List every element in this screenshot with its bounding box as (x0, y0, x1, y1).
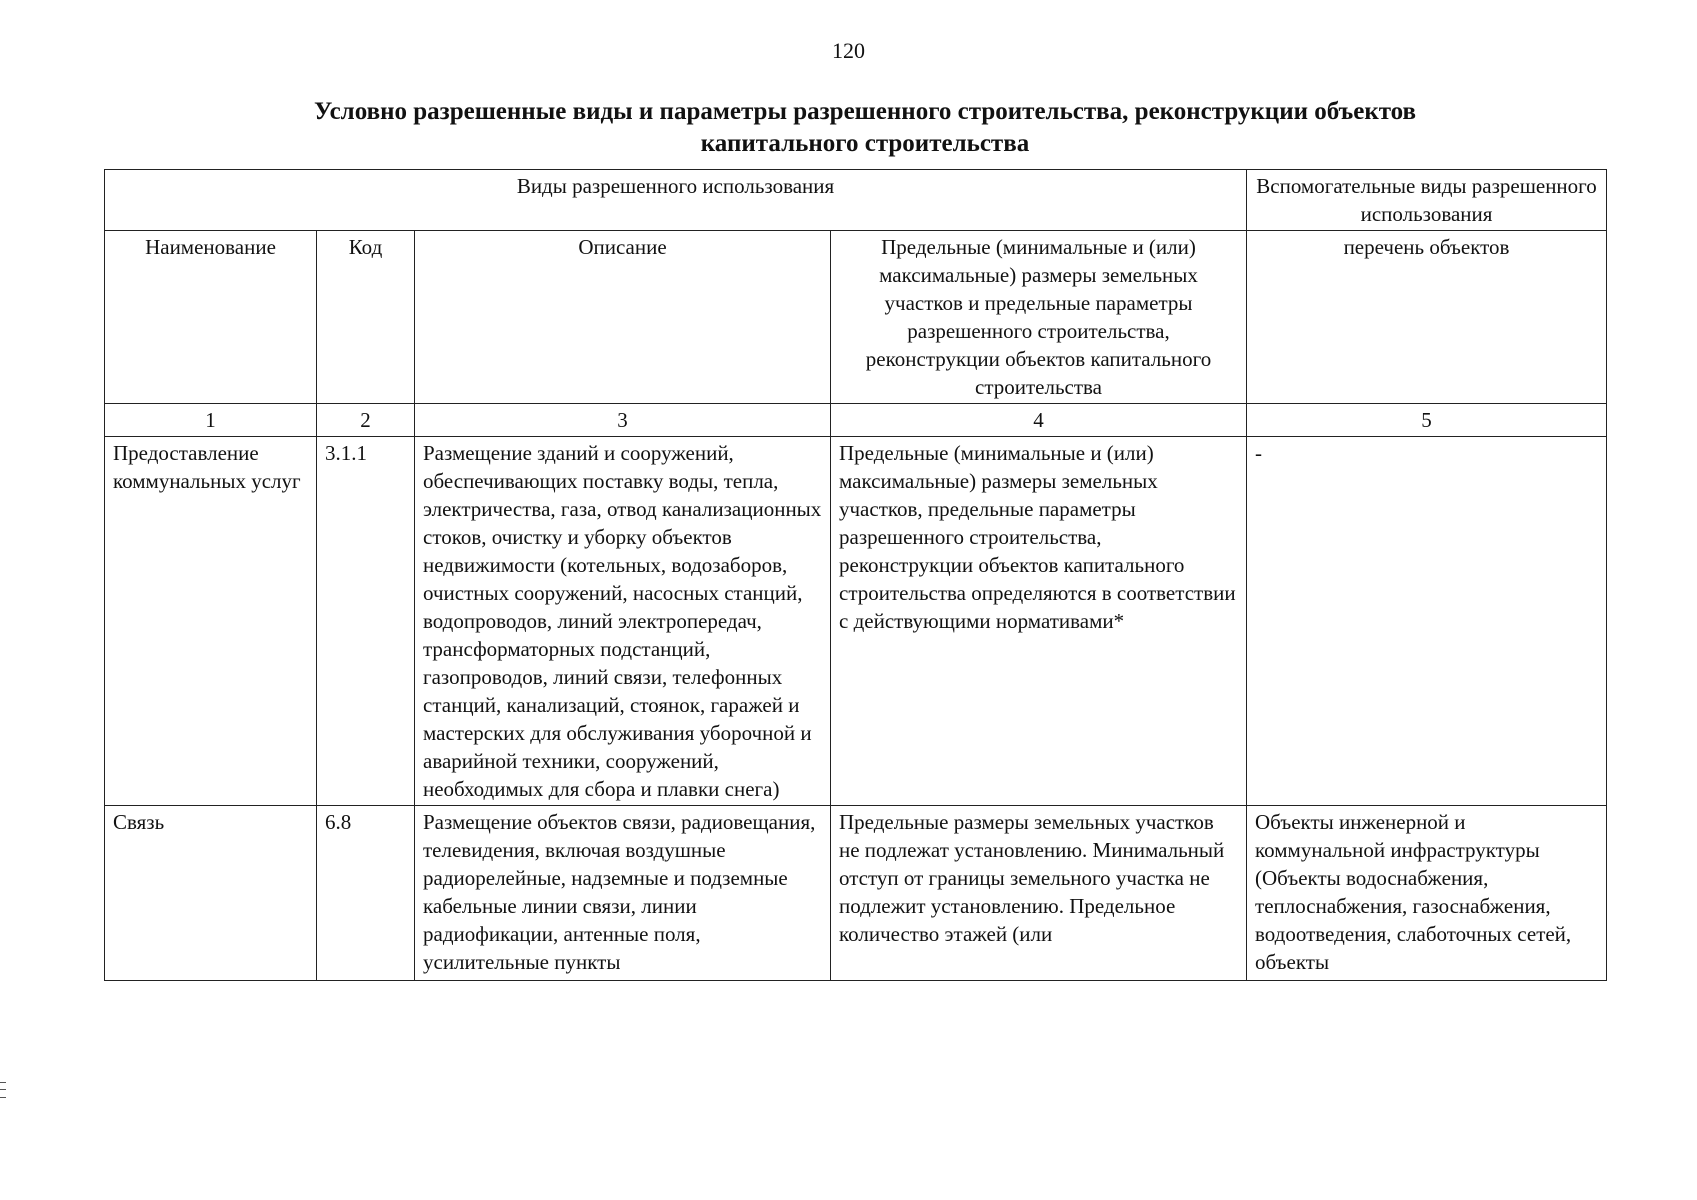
document-title (200, 96, 1530, 160)
column-number: 2 (317, 404, 415, 437)
row-description (415, 806, 831, 981)
table-row (105, 806, 1607, 981)
margin-mark (0, 1082, 6, 1098)
row-limits-text: Предельные размеры земельных участков не подлежат установлению. Минимальный отступ от границы земельного участка не подлежит установлению. Предельное количество этажей (или (839, 810, 1225, 946)
header-columns-row (105, 231, 1607, 404)
column-number: 3 (415, 404, 831, 437)
row-description: Размещение зданий и сооружений, обеспечивающих поставку воды, тепла, электричества, газа, отвод канализационных стоков, очистку и уборку объектов недвижимости (котельных, водозаборов, очистных сооружений, насосных станций, водопроводов, линий электропередач, трансформаторных подстанций, газопроводов, линий связи, телефонных станций, канализаций, стоянок, гаражей и мастерских для обслуживания уборочной и аварийной техники, сооружений, необходимых для сбора и плавки снега) (415, 437, 831, 806)
header-group-row (105, 170, 1607, 231)
row-name: Связь (105, 806, 317, 981)
column-number: 5 (1247, 404, 1607, 437)
header-code: Код (317, 231, 415, 404)
column-number: 1 (105, 404, 317, 437)
row-limits (831, 806, 1247, 981)
row-code: 6.8 (317, 806, 415, 981)
header-group-main: Виды разрешенного использования (105, 170, 1247, 231)
row-name: Предоставление коммунальных услуг (105, 437, 317, 806)
row-limits: Предельные (минимальные и (или) максимальные) размеры земельных участков, предельные параметры разрешенного строительства, реконструкции объектов капитального строительства определяются в соответствии с действующими нормативами* (831, 437, 1247, 806)
row-code: 3.1.1 (317, 437, 415, 806)
column-number: 4 (831, 404, 1247, 437)
header-name: Наименование (105, 231, 317, 404)
header-objects: перечень объектов (1247, 231, 1607, 404)
table-row (105, 437, 1607, 806)
header-description: Описание (415, 231, 831, 404)
row-objects (1247, 806, 1607, 981)
header-group-aux: Вспомогательные виды разрешенного использования (1247, 170, 1607, 231)
title-line-2: капитального строительства (700, 130, 1030, 157)
header-limits: Предельные (минимальные и (или) максимальные) размеры земельных участков и предельные параметры разрешенного строительства, реконструкции объектов капитального строительства (831, 231, 1247, 404)
page-number: 120 (832, 38, 865, 63)
permitted-use-table (104, 169, 1607, 981)
row-objects: - (1247, 437, 1607, 806)
column-numbers-row (105, 404, 1607, 437)
title-line-1: Условно разрешенные виды и параметры разрешенного строительства, реконструкции объектов (313, 98, 1417, 125)
row-description-text: Размещение объектов связи, радиовещания, телевидения, включая воздушные радиорелейные, надземные и подземные кабельные линии связи, линии радиофикации, антенные поля, усилительные пункты (423, 810, 816, 974)
row-objects-text: Объекты инженерной и коммунальной инфраструктуры (Объекты водоснабжения, теплоснабжения, газоснабжения, водоотведения, слаботочных сетей, объекты (1255, 810, 1572, 974)
